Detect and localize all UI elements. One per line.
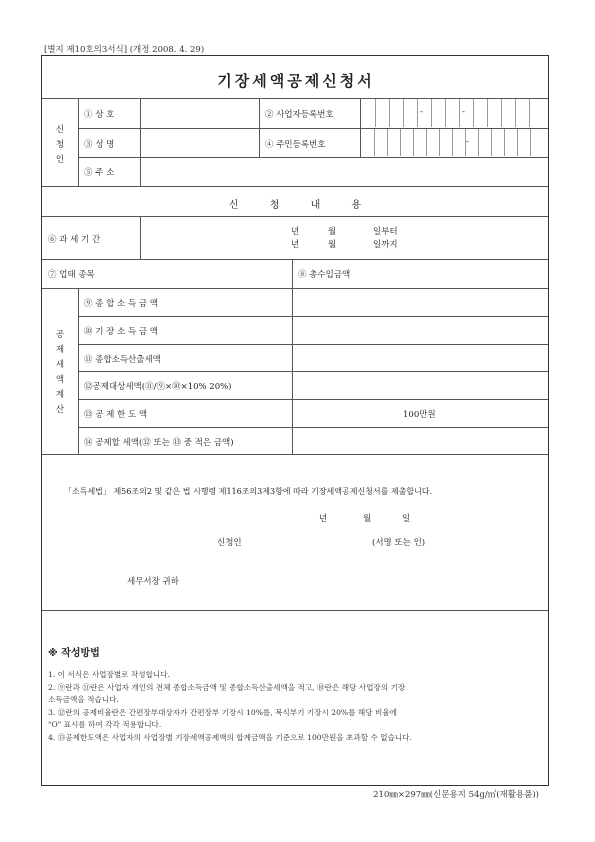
business-name-field[interactable] [141, 99, 258, 127]
divider [259, 98, 260, 157]
instruction-line: 1. 이 서식은 사업장별로 작성합니다. [48, 670, 171, 679]
divider [42, 186, 548, 187]
calc-row-value[interactable] [293, 400, 548, 426]
calc-row-label: ⑫공제대상세액(⑪/⑨×⑩×10% 20%) [84, 382, 232, 392]
tax-period-field[interactable] [141, 217, 548, 258]
date-day-label: 일 [402, 514, 411, 524]
applicant-sign-label: 신청인 [217, 538, 242, 548]
form-title: 기장세액공제신청서 [217, 72, 375, 90]
addressee: 세무서장 귀하 [127, 577, 179, 587]
calc-group-label: 공 제 세 액 계 산 [55, 330, 65, 415]
applicant-signature-field[interactable] [257, 532, 367, 548]
business-name-label: ① 상 호 [84, 110, 115, 120]
declaration-text: 「소득세법」 제56조의2 및 같은 법 시행령 제116조의3제3항에 따라 기장세액공제신청서를 제출합니다. [64, 487, 433, 496]
calc-row-label: ⑬ 공 제 한 도 액 [84, 410, 148, 420]
business-type-label: ⑦ 업태 종목 [48, 270, 95, 280]
registration-number-field[interactable] [361, 99, 548, 127]
calc-row-value[interactable] [293, 372, 548, 398]
sign-hint: (서명 또는 인) [372, 538, 426, 548]
calc-row-label: ⑨ 종 합 소 득 금 액 [84, 299, 158, 309]
business-type-field[interactable] [141, 260, 291, 287]
form-frame [41, 55, 549, 786]
deduction-limit-value: 100만원 [403, 410, 436, 420]
divider [78, 98, 79, 186]
total-income-label: ⑧ 총수입금액 [298, 270, 351, 280]
instruction-line: 4. ⑬공제한도액은 사업자의 사업장별 기장세액공제액의 합계금액을 기준으로 100만원을 초과할 수 없습니다. [48, 733, 412, 742]
divider [292, 259, 293, 288]
calc-row-value[interactable] [293, 317, 548, 343]
day-to-label: 일까지 [373, 240, 398, 250]
calc-row-label: ⑩ 기 장 소 득 금 액 [84, 327, 158, 337]
calc-row-value[interactable] [293, 289, 548, 315]
form-number-note: [별지 제10호의3서식] (개정 2008. 4. 29) [44, 45, 205, 55]
year-from-label: 년 [291, 227, 300, 237]
resident-number-label: ④ 주민등록번호 [265, 140, 326, 150]
name-label: ③ 성 명 [84, 140, 115, 150]
divider [42, 610, 548, 611]
resident-separator: - [466, 137, 469, 147]
instruction-line: "O" 표시를 하여 각각 적용합니다. [48, 720, 162, 729]
calc-row-label: ⑪ 종합소득산출세액 [84, 355, 161, 365]
section-title: 신 청 내 용 [228, 200, 364, 211]
instructions-title: ※ 작성방법 [48, 648, 100, 659]
total-income-field[interactable] [402, 260, 548, 287]
calc-row-value[interactable] [293, 345, 548, 370]
address-field[interactable] [141, 158, 548, 185]
calc-row-value[interactable] [293, 428, 548, 453]
paper-spec-footer: 210㎜×297㎜(신문용지 54g/㎡(재활용품)) [373, 790, 539, 800]
resident-number-field[interactable] [361, 129, 548, 156]
tax-period-label: ⑥ 과 세 기 간 [48, 235, 101, 245]
registration-separator: - [420, 107, 423, 117]
year-to-label: 년 [291, 240, 300, 250]
day-from-label: 일부터 [373, 227, 398, 237]
date-year-label: 년 [319, 514, 328, 524]
instruction-line: 2. ⑨란과 ⑪란은 사업자 개인의 전체 종합소득금액 및 종합소득산출세액을 적고, ⑩란은 해당 사업장의 기장 [48, 683, 406, 692]
name-field[interactable] [141, 129, 258, 156]
date-month-label: 월 [363, 514, 372, 524]
month-from-label: 월 [328, 227, 337, 237]
registration-separator: - [462, 107, 465, 117]
divider [42, 454, 548, 455]
instruction-line: 소득금액을 적습니다. [48, 695, 119, 704]
registration-label: ② 사업자등록번호 [265, 110, 334, 120]
applicant-group-label: 신 청 인 [55, 125, 65, 165]
calc-row-label: ⑭ 공제할 세액(⑫ 또는 ⑬ 중 적은 금액) [84, 438, 234, 448]
address-label: ⑤ 주 소 [84, 168, 115, 178]
instruction-line: 3. ⑫란의 공제비율란은 간편장부대상자가 간편장부 기장시 10%를, 복식부기 기장시 20%를 해당 비율에 [48, 708, 397, 717]
month-to-label: 월 [328, 240, 337, 250]
